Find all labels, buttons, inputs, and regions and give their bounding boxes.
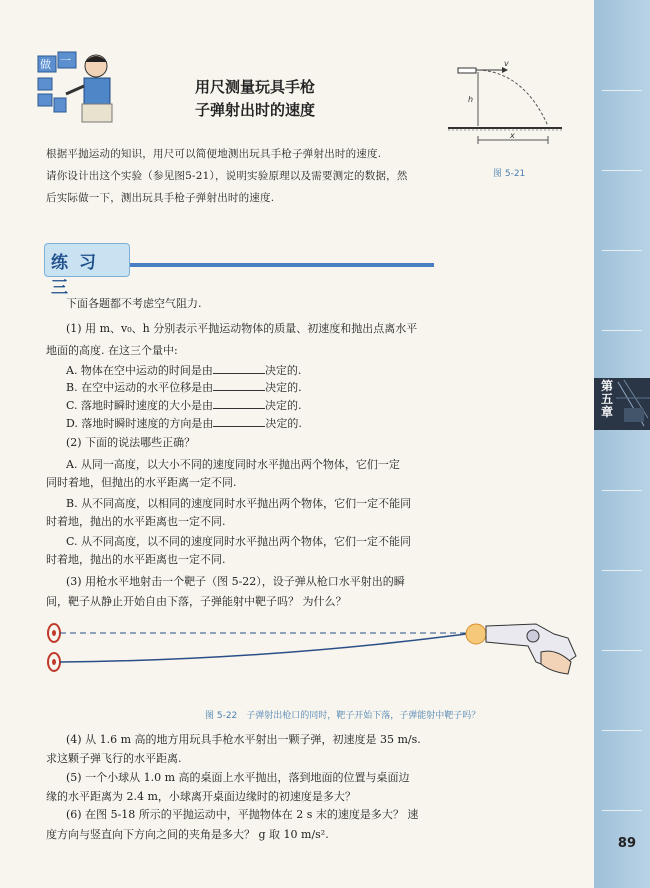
chapter-tab[interactable] <box>594 378 650 430</box>
chapter-label: 第五章 <box>600 379 613 419</box>
activity-title-line1: 用尺测量玩具手枪 <box>194 78 315 96</box>
q1-b-blank[interactable] <box>213 380 265 391</box>
q2-stem: (2) 下面的说法哪些正确？ <box>66 436 196 449</box>
q2-c-line1: C. 从不同高度，以不同的速度同时水平抛出两个物体，它们一定不能同 <box>66 535 412 548</box>
figure-5-22 <box>36 612 584 692</box>
q6-line2: 度方向与竖直向下方向之间的夹角是多大？ g 取 10 m/s². <box>46 828 329 841</box>
activity-title-line2: 子弹射出时的速度 <box>194 101 315 119</box>
q1-d-blank[interactable] <box>213 416 265 427</box>
mascot-badge-char1: 做 <box>40 58 51 71</box>
distance-label: x <box>510 131 515 140</box>
q1-c-blank[interactable] <box>213 398 265 409</box>
mascot-badge-char2: 一 <box>60 54 71 67</box>
q5-line2: 缘的水平距离为 2.4 m，小球离开桌面边缘时的初速度是多大？ <box>46 790 356 803</box>
intro-line: 根据平抛运动的知识，用尺可以简便地测出玩具手枪子弹射出时的速度. <box>46 148 382 160</box>
velocity-label: v <box>504 60 509 68</box>
intro-line: 后实际做一下，测出玩具手枪子弹射出时的速度. <box>46 192 275 204</box>
figure-5-21-caption: 图 5-21 <box>493 169 526 179</box>
figure-5-21 <box>444 60 564 160</box>
q2-c-line2: 时着地，抛出的水平距离也一定不同. <box>46 553 226 566</box>
exercise-note: 下面各题都不考虑空气阻力. <box>66 297 202 310</box>
q1-option-b: B. 在空中运动的水平位移是由 决定的. <box>66 381 302 394</box>
q1-a-blank[interactable] <box>213 363 265 374</box>
intro-line: 请你设计出这个实验（参见图5-21），说明实验原理以及需要测定的数据，然 <box>46 170 408 182</box>
q3-line2: 间，靶子从静止开始自由下落，子弹能射中靶子吗？ 为什么？ <box>46 595 347 608</box>
q1-line2: 地面的高度. 在这三个量中: <box>46 344 178 357</box>
q1-line1: (1) 用 m、v₀、h 分别表示平抛运动物体的质量、初速度和抛出点离水平 <box>66 322 418 335</box>
q2-b-line1: B. 从不同高度，以相同的速度同时水平抛出两个物体，它们一定不能同 <box>66 497 412 510</box>
mascot-illustration <box>36 48 131 128</box>
q1-option-a: A. 物体在空中运动的时间是由 决定的. <box>66 364 302 377</box>
chapter-sidebar <box>594 0 650 888</box>
q2-a-line2: 同时着地，但抛出的水平距离一定不同. <box>46 476 237 489</box>
q3-line1: (3) 用枪水平地射击一个靶子（图 5-22），设子弹从枪口水平射出的瞬 <box>66 575 405 588</box>
q4-line2: 求这颗子弹飞行的水平距离. <box>46 752 182 765</box>
q1-option-d: D. 落地时瞬时速度的方向是由 决定的. <box>66 417 302 430</box>
exercise-badge <box>44 243 130 298</box>
height-label: h <box>468 95 474 104</box>
q2-a-line1: A. 从同一高度，以大小不同的速度同时水平抛出两个物体，它们一定 <box>66 458 400 471</box>
exercise-divider <box>130 263 434 267</box>
q1-option-c: C. 落地时瞬时速度的大小是由 决定的. <box>66 399 302 412</box>
q6-line1: (6) 在图 5-18 所示的平抛运动中，平抛物体在 2 s 末的速度是多大？ 速 <box>66 808 419 821</box>
q4-line1: (4) 从 1.6 m 高的地方用玩具手枪水平射出一颗子弹，初速度是 35 m/s. <box>66 733 421 746</box>
page-number: 89 <box>617 836 636 851</box>
figure-5-22-caption: 图 5-22 子弹射出枪口的同时，靶子开始下落，子弹能射中靶子吗？ <box>205 711 481 721</box>
exercise-badge-text: 练习三 <box>51 253 107 298</box>
q2-b-line2: 时着地，抛出的水平距离也一定不同. <box>46 515 226 528</box>
q5-line1: (5) 一个小球从 1.0 m 高的桌面上水平抛出，落到地面的位置与桌面边 <box>66 771 410 784</box>
activity-intro <box>46 143 456 209</box>
